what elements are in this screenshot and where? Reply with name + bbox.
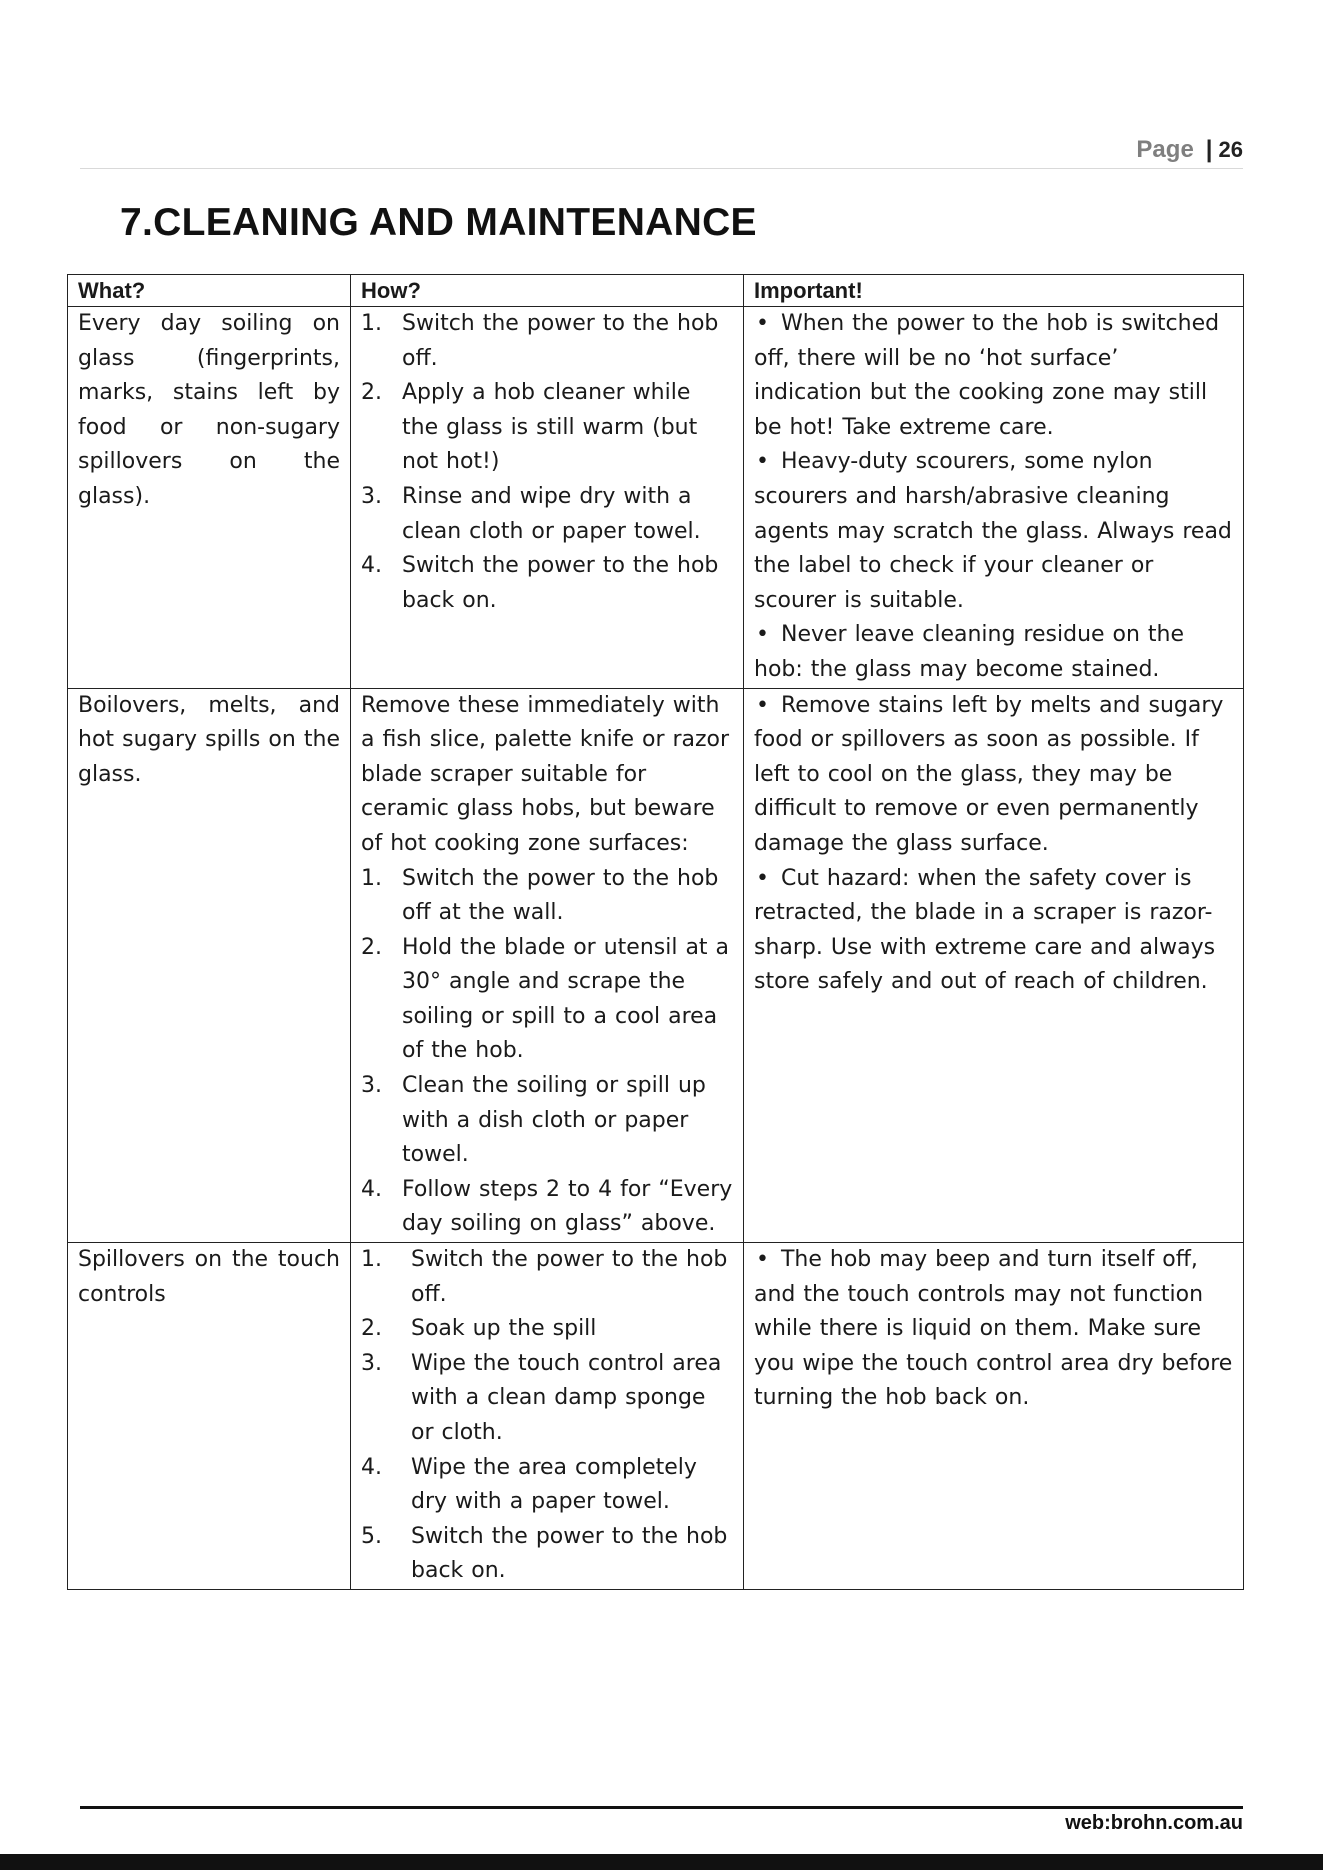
step-number: 1. <box>361 865 382 891</box>
how-cell <box>351 688 744 1243</box>
page-header <box>80 130 1243 169</box>
table-row <box>68 688 1244 1243</box>
step-number: 3. <box>361 1350 382 1376</box>
bullet-icon: • <box>756 865 769 891</box>
step-item <box>361 376 733 480</box>
footer-divider <box>80 1806 1243 1809</box>
step-text: Apply a hob cleaner while the glass is still warm (but not hot!) <box>402 380 698 475</box>
column-header-how: How? <box>351 275 744 307</box>
step-text: Switch the power to the hob off at the wall. <box>402 865 719 926</box>
table-row <box>68 307 1244 689</box>
important-cell <box>744 1243 1244 1590</box>
what-cell: Spillovers on the touch controls <box>68 1243 351 1590</box>
important-note <box>754 1243 1233 1416</box>
step-number: 4. <box>361 553 382 579</box>
important-note <box>754 862 1233 1000</box>
step-text: Switch the power to the hob back on. <box>402 553 719 613</box>
table-header-row <box>68 275 1244 307</box>
step-number: 2. <box>361 934 382 960</box>
steps-list <box>361 1243 733 1589</box>
important-note <box>754 618 1233 687</box>
table-row <box>68 1243 1244 1590</box>
bullet-icon: • <box>756 449 769 475</box>
step-number: 2. <box>361 1316 382 1342</box>
step-number: 3. <box>361 1073 382 1099</box>
steps-list <box>361 862 733 1243</box>
step-item <box>361 1173 733 1242</box>
step-item <box>361 931 733 1069</box>
how-cell <box>351 307 744 689</box>
bullet-icon: • <box>756 311 769 336</box>
step-item <box>361 1347 733 1451</box>
important-note <box>754 307 1233 445</box>
step-text: Soak up the spill <box>411 1316 597 1342</box>
page-separator: | <box>1205 136 1213 163</box>
steps-list <box>361 307 733 618</box>
note-text: Heavy-duty scourers, some nylon scourers and harsh/abrasive cleaning agents may scratch the glass. Always read the label to check if your cleaner or scourer is suitable. <box>754 449 1232 613</box>
step-text: Hold the blade or utensil at a 30° angle and scrape the soiling or spill to a cool area of the hob. <box>402 934 730 1064</box>
page-bottom-edge <box>0 1854 1323 1870</box>
cleaning-table <box>67 274 1244 1590</box>
step-item <box>361 1451 733 1520</box>
note-text: Never leave cleaning residue on the hob: the glass may become stained. <box>754 622 1185 682</box>
what-cell: Boilovers, melts, and hot sugary spills on the glass. <box>68 688 351 1243</box>
step-number: 3. <box>361 483 382 509</box>
step-item <box>361 307 733 376</box>
page-label: Page <box>1136 136 1194 163</box>
step-item <box>361 1520 733 1589</box>
step-text: Switch the power to the hob back on. <box>411 1523 728 1584</box>
bullet-icon: • <box>756 692 769 718</box>
step-number: 1. <box>361 1247 382 1273</box>
note-text: When the power to the hob is switched off, there will be no ‘hot surface’ indication but the cooking zone may still be hot! Take extreme care. <box>754 311 1220 440</box>
step-number: 1. <box>361 311 382 336</box>
what-cell: Every day soiling on glass (fingerprints, marks, stains left by food or non-sugary spillovers on the glass). <box>68 307 351 689</box>
column-header-important: Important! <box>744 275 1244 307</box>
note-text: The hob may beep and turn itself off, and the touch controls may not function while there is liquid on them. Make sure you wipe the touch control area dry before turning the hob back on. <box>754 1247 1233 1411</box>
important-note <box>754 445 1233 618</box>
step-text: Switch the power to the hob off. <box>411 1247 728 1307</box>
page-number-value: 26 <box>1218 137 1243 162</box>
step-text: Wipe the touch control area with a clean damp sponge or cloth. <box>411 1350 722 1445</box>
bullet-icon: • <box>756 622 769 648</box>
step-item <box>361 1069 733 1173</box>
step-number: 5. <box>361 1523 382 1549</box>
step-text: Follow steps 2 to 4 for “Every day soiling on glass” above. <box>402 1176 733 1237</box>
step-text: Switch the power to the hob off. <box>402 311 719 371</box>
step-text: Clean the soiling or spill up with a dish cloth or paper towel. <box>402 1073 706 1168</box>
step-item <box>361 1243 733 1312</box>
important-note <box>754 689 1233 862</box>
step-number: 2. <box>361 380 382 406</box>
how-cell <box>351 1243 744 1590</box>
important-cell <box>744 688 1244 1243</box>
note-text: Cut hazard: when the safety cover is retracted, the blade in a scraper is razor-sharp. Use with extreme care and always store safely and out of reach of children. <box>754 865 1216 995</box>
page-number <box>1136 136 1243 164</box>
section-title: 7.CLEANING AND MAINTENANCE <box>120 201 757 244</box>
important-cell <box>744 307 1244 689</box>
step-item <box>361 480 733 549</box>
how-intro: Remove these immediately with a fish slice, palette knife or razor blade scraper suitable for ceramic glass hobs, but beware of hot cooking zone surfaces: <box>361 692 730 856</box>
step-item <box>361 549 733 618</box>
footer-website[interactable]: web:brohn.com.au <box>1065 1812 1243 1834</box>
step-number: 4. <box>361 1454 382 1480</box>
step-item <box>361 862 733 931</box>
bullet-icon: • <box>756 1247 769 1273</box>
column-header-what: What? <box>68 275 351 307</box>
note-text: Remove stains left by melts and sugary food or spillovers as soon as possible. If left to cool on the glass, they may be difficult to remove or even permanently damage the glass surface. <box>754 692 1224 856</box>
step-text: Wipe the area completely dry with a paper towel. <box>411 1454 697 1515</box>
step-number: 4. <box>361 1176 382 1202</box>
step-text: Rinse and wipe dry with a clean cloth or paper towel. <box>402 483 701 544</box>
step-item <box>361 1312 733 1347</box>
